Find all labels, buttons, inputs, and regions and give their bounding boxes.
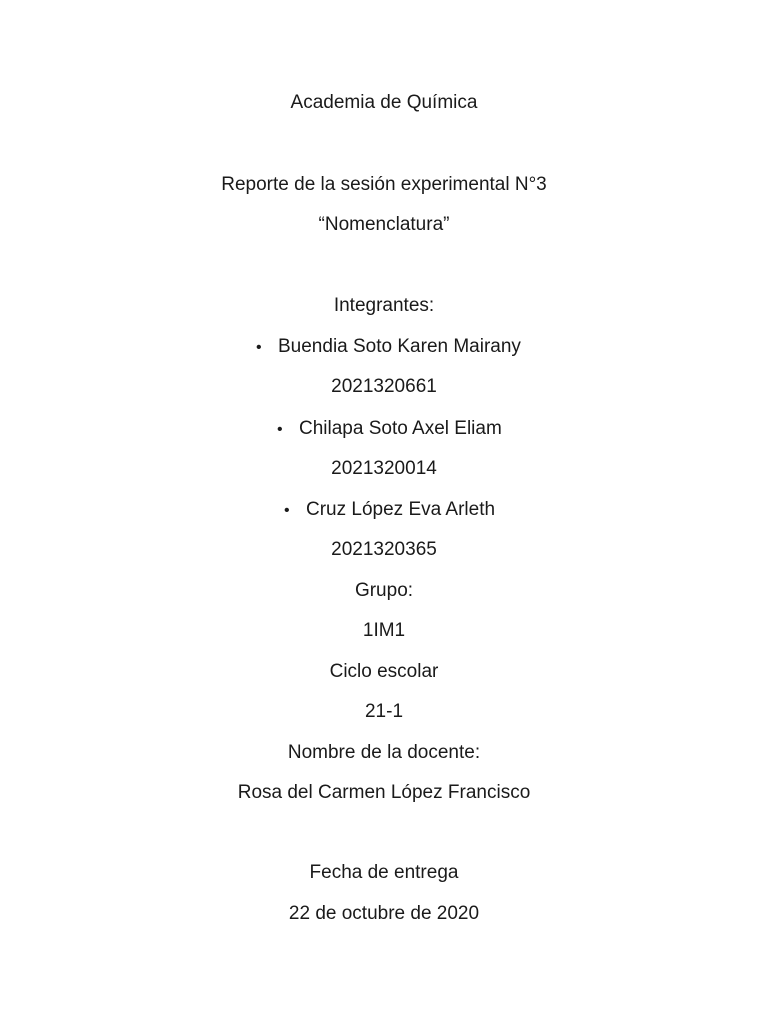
delivery-label: Fecha de entrega bbox=[309, 862, 459, 883]
member-item bbox=[256, 335, 521, 360]
group-label: Grupo: bbox=[354, 580, 414, 601]
cycle-value: 21-1 bbox=[364, 701, 404, 722]
members-label: Integrantes: bbox=[333, 295, 435, 316]
academy-heading: Academia de Química bbox=[290, 92, 478, 113]
member-name: Cruz López Eva Arleth bbox=[306, 499, 496, 520]
teacher-name: Rosa del Carmen López Francisco bbox=[237, 782, 531, 803]
report-topic: “Nomenclatura” bbox=[318, 214, 450, 235]
bullet-icon: • bbox=[256, 339, 262, 356]
member-item bbox=[277, 417, 502, 442]
member-id: 2021320014 bbox=[331, 458, 437, 479]
member-id: 2021320365 bbox=[331, 539, 437, 560]
member-id: 2021320661 bbox=[331, 376, 437, 397]
cycle-label: Ciclo escolar bbox=[329, 661, 439, 682]
member-name: Chilapa Soto Axel Eliam bbox=[299, 418, 502, 439]
member-item bbox=[284, 498, 495, 523]
report-title: Reporte de la sesión experimental N°3 bbox=[221, 174, 547, 195]
member-name: Buendia Soto Karen Mairany bbox=[278, 336, 521, 357]
teacher-label: Nombre de la docente: bbox=[287, 742, 481, 763]
bullet-icon: • bbox=[284, 502, 290, 519]
bullet-icon: • bbox=[277, 421, 283, 438]
delivery-date: 22 de octubre de 2020 bbox=[288, 903, 480, 924]
group-value: 1IM1 bbox=[362, 620, 406, 641]
